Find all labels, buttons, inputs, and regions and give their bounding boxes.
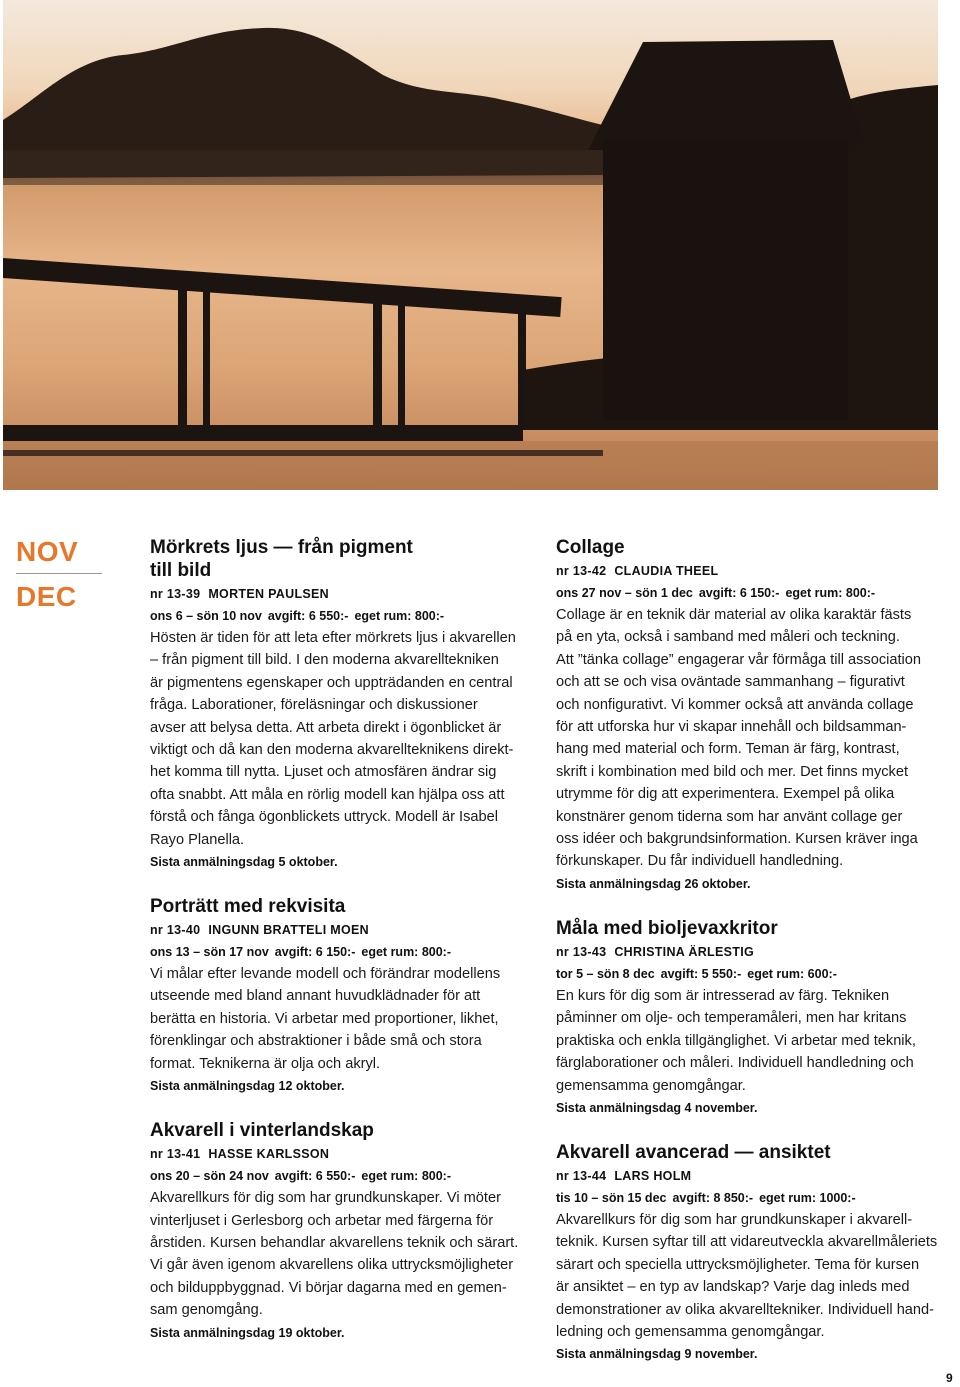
- course-meta: [556, 1187, 941, 1209]
- text-line: praktiska och enkla tillgänglighet. Vi arbetar med teknik,: [556, 1032, 916, 1049]
- course-meta: [556, 963, 941, 985]
- text-line: ledning och gemensamma genomgångar.: [556, 1323, 825, 1340]
- course-teacher: HASSE KARLSSON: [208, 1147, 330, 1162]
- course-13-42: [556, 536, 941, 895]
- month-dec: DEC: [16, 581, 77, 612]
- text-line: är ansiktet – en typ av landskap? Varje dag inleds med: [556, 1279, 910, 1296]
- text-line: Akvarellkurs för dig som har grundkunskaper. Vi möter: [150, 1190, 501, 1207]
- text-line: – från pigment till bild. I den moderna akvarelltekniken: [150, 652, 499, 669]
- text-line: och bilduppbyggnad. Vi börjar dagarna med en gemen-: [150, 1279, 507, 1296]
- course-fee: avgift: 6 550:-: [267, 609, 349, 623]
- text-line: Vi går även igenom akvarellens olika uttrycksmöjligheter: [150, 1257, 514, 1274]
- text-line: särart och speciella uttrycksmöjligheter. Tema för kursen: [556, 1256, 920, 1273]
- text-line: demonstrationer av olika akvarelltekniker. Individuell hand-: [556, 1301, 935, 1318]
- course-description: [556, 604, 941, 873]
- course-title: Måla med bioljevaxkritor: [556, 917, 778, 939]
- course-meta: [150, 941, 535, 963]
- course-code: [556, 1166, 941, 1187]
- right-column: [556, 536, 941, 1387]
- course-deadline: Sista anmälningsdag 5 oktober.: [150, 855, 338, 870]
- text-line: ofta snabbt. Att måla en rörlig modell kan hjälpa oss att: [150, 786, 505, 803]
- header-photo: [3, 0, 938, 490]
- text-line: sam genomgång.: [150, 1302, 263, 1319]
- text-line: het komma till nytta. Ljuset och atmosfären ändrar sig: [150, 764, 497, 781]
- text-line: En kurs för dig som är intresserad av färg. Tekniken: [556, 987, 890, 1004]
- text-line: och att se och visa oväntade sammanhang – figurativt: [556, 674, 905, 691]
- course-meta: [150, 1165, 535, 1187]
- course-meta: [150, 605, 535, 627]
- course-deadline: Sista anmälningsdag 12 oktober.: [150, 1079, 345, 1094]
- text-line: färglaborationer och måleri. Individuell handledning och: [556, 1055, 914, 1072]
- month-tag: [16, 536, 104, 613]
- text-line: avser att belysa detta. Att arbeta direkt i ögonblicket är: [150, 719, 502, 736]
- left-column: [150, 536, 535, 1366]
- course-title: Collage: [556, 537, 625, 558]
- course-teacher: LARS HOLM: [614, 1168, 692, 1183]
- text-line: hang med material och form. Teman är färg, kontrast,: [556, 741, 900, 758]
- course-title-line: Mörkrets ljus — från pigment: [150, 537, 413, 558]
- course-code: [150, 1144, 535, 1165]
- text-line: utrymme för dig att experimentera. Exempel på olika: [556, 786, 895, 803]
- text-line: konstnärer genom tiderna som har använt collage ger: [556, 808, 903, 825]
- course-deadline: Sista anmälningsdag 26 oktober.: [556, 876, 751, 891]
- text-line: format. Teknikerna är olja och akryl.: [150, 1055, 381, 1072]
- text-line: för att utforska hur vi skapar innehåll och bildsamman-: [556, 719, 907, 736]
- course-code: [150, 584, 535, 605]
- course-13-39: [150, 536, 535, 873]
- course-title: Akvarell avancerad — ansiktet: [556, 1141, 831, 1163]
- course-dates: tis 10 – sön 15 dec: [556, 1190, 667, 1205]
- course-code: [556, 942, 941, 963]
- course-room-fee: eget rum: 800:-: [361, 945, 451, 960]
- course-description: [150, 1187, 535, 1321]
- course-title: Porträtt med rekvisita: [150, 896, 346, 918]
- course-dates: ons 6 – sön 10 nov: [150, 609, 262, 623]
- page-number: 9: [946, 1371, 953, 1385]
- text-line: Hösten är tiden för att leta efter mörkrets ljus i akvarellen: [150, 630, 516, 646]
- sunset-dock-photo: [3, 0, 938, 490]
- course-fee: avgift: 8 850:-: [672, 1190, 754, 1205]
- course-code: [150, 920, 535, 941]
- course-teacher: CHRISTINA ÄRLESTIG: [614, 944, 755, 959]
- course-number: nr 13-40: [150, 923, 201, 938]
- text-line: förstå och fånga ögonblickets uttryck. Modell är Isabel: [150, 809, 498, 826]
- course-13-41: [150, 1119, 535, 1343]
- month-divider: [16, 573, 102, 574]
- text-line: fråga. Laborationer, föreläsningar och diskussioner: [150, 697, 478, 714]
- text-line: oss idéer och bakgrundsinformation. Kursen kräver inga: [556, 831, 918, 848]
- course-room-fee: eget rum: 800:-: [354, 609, 445, 623]
- course-13-44: [556, 1141, 941, 1365]
- text-line: förenklingar och abstraktioner i både små och stora: [150, 1033, 482, 1050]
- text-line: Akvarellkurs för dig som har grundkunskaper i akvarell-: [556, 1211, 913, 1228]
- course-title: [150, 536, 535, 582]
- course-description: [150, 963, 535, 1075]
- course-number: nr 13-44: [556, 1168, 607, 1183]
- course-code: [556, 561, 941, 582]
- course-teacher: INGUNN BRATTELI MOEN: [208, 923, 369, 938]
- text-line: teknik. Kursen syftar till att vidareutveckla akvarellmåleriets: [556, 1234, 938, 1251]
- text-line: Att ”tänka collage” engagerar vår förmåga till association: [556, 651, 922, 668]
- course-fee: avgift: 6 150:-: [698, 586, 780, 600]
- text-line: förkunskaper. Du får individuell handledning.: [556, 853, 844, 870]
- course-meta: [556, 582, 941, 604]
- course-description: [556, 985, 941, 1097]
- course-fee: avgift: 6 150:-: [274, 945, 356, 960]
- text-line: på en yta, också i samband med måleri och teckning.: [556, 629, 900, 646]
- course-deadline: Sista anmälningsdag 4 november.: [556, 1100, 758, 1115]
- course-description: [556, 1209, 941, 1343]
- text-line: gemensamma genomgångar.: [556, 1077, 746, 1094]
- text-line: berätta en historia. Vi arbetar med proportioner, likhet,: [150, 1010, 499, 1027]
- text-line: Collage är en teknik där material av olika karaktär fästs: [556, 607, 912, 623]
- course-number: nr 13-41: [150, 1147, 201, 1162]
- course-13-40: [150, 895, 535, 1097]
- text-line: och nonfigurativt. Vi kommer också att använda collage: [556, 696, 914, 713]
- course-deadline: Sista anmälningsdag 9 november.: [556, 1347, 758, 1362]
- course-number: nr 13-39: [150, 587, 201, 601]
- course-dates: ons 20 – sön 24 nov: [150, 1169, 269, 1184]
- text-line: Rayo Planella.: [150, 831, 245, 848]
- course-title: Akvarell i vinterlandskap: [150, 1120, 374, 1142]
- text-line: är pigmentens egenskaper och uppträdanden en central: [150, 674, 513, 691]
- text-line: viktigt och då kan den moderna akvarellteknikens direkt-: [150, 742, 514, 759]
- course-title-line: till bild: [150, 560, 212, 581]
- course-number: nr 13-43: [556, 944, 607, 959]
- course-teacher: CLAUDIA THEEL: [614, 564, 719, 578]
- text-line: skrift i kombination med bild och mer. Det finns mycket: [556, 763, 909, 780]
- text-line: årstiden. Kursen behandlar akvarellens teknik och särart.: [150, 1234, 519, 1251]
- text-line: vinterljuset i Gerlesborg och arbetar med färgerna för: [150, 1212, 494, 1229]
- course-room-fee: eget rum: 600:-: [747, 966, 837, 981]
- month-nov: NOV: [16, 536, 79, 567]
- course-dates: ons 13 – sön 17 nov: [150, 945, 269, 960]
- course-dates: ons 27 nov – sön 1 dec: [556, 586, 693, 600]
- course-fee: avgift: 6 550:-: [274, 1169, 356, 1184]
- course-teacher: MORTEN PAULSEN: [208, 587, 329, 601]
- course-13-43: [556, 917, 941, 1119]
- text-line: utseende med bland annant huvudklädnader för att: [150, 988, 481, 1005]
- course-description: [150, 627, 535, 851]
- course-room-fee: eget rum: 1000:-: [759, 1190, 856, 1205]
- course-number: nr 13-42: [556, 564, 607, 578]
- course-room-fee: eget rum: 800:-: [785, 586, 876, 600]
- text-line: Vi målar efter levande modell och förändrar modellens: [150, 966, 501, 983]
- course-dates: tor 5 – sön 8 dec: [556, 966, 655, 981]
- course-fee: avgift: 5 550:-: [660, 966, 742, 981]
- text-line: påminner om olje- och temperamåleri, men har kritans: [556, 1010, 907, 1027]
- course-room-fee: eget rum: 800:-: [361, 1169, 451, 1184]
- course-deadline: Sista anmälningsdag 19 oktober.: [150, 1325, 345, 1340]
